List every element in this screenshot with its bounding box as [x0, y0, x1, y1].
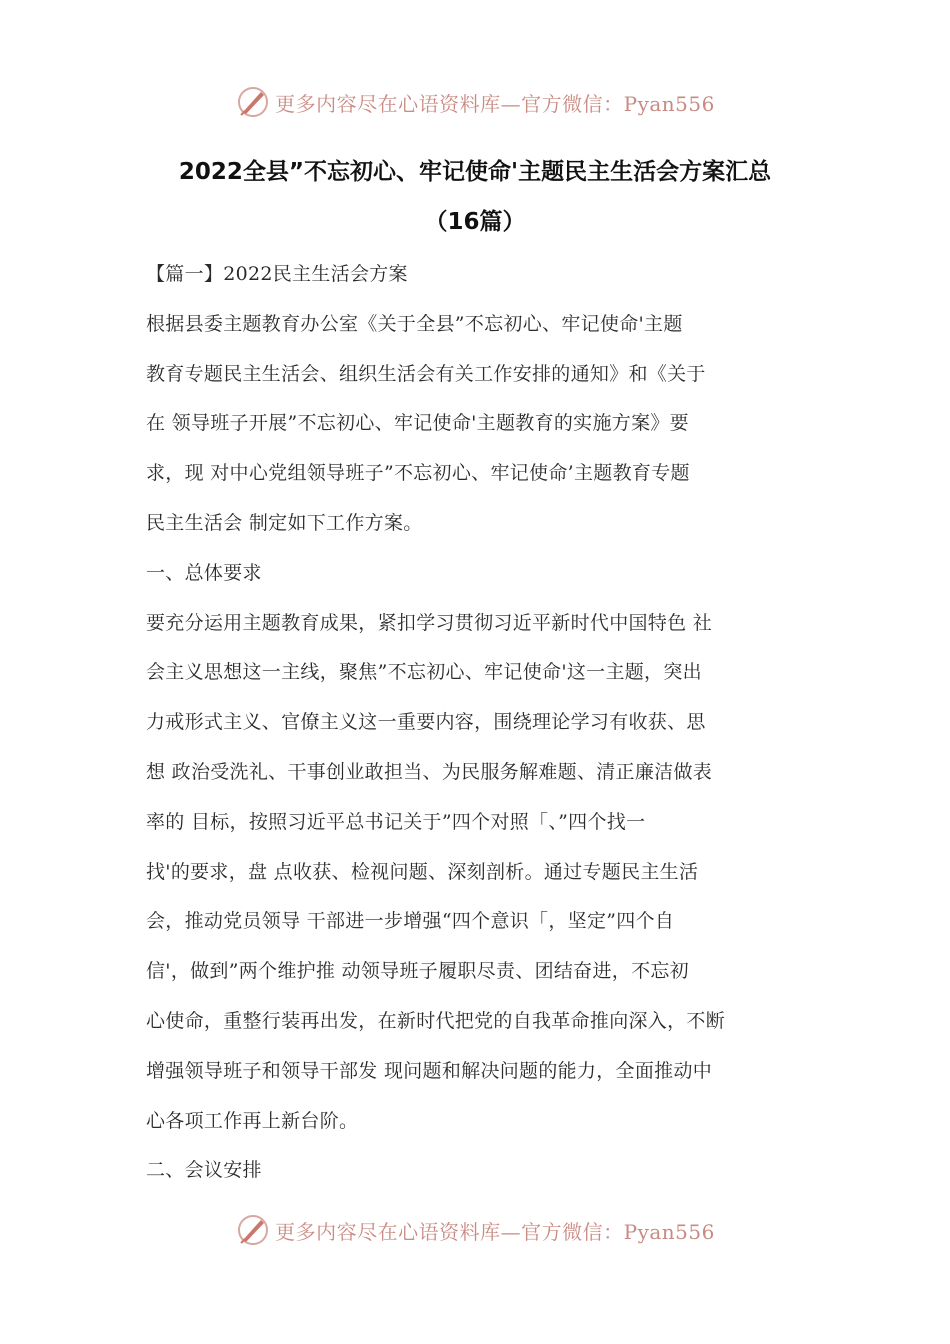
heading-meeting-arrangement: 二、会议安排	[146, 1159, 262, 1182]
text-line: 找'的要求，盘 点收获、检视问题、深刻剖析。通过专题民主生活	[146, 860, 699, 883]
text-line: 力戒形式主义、官僚主义这一重要内容，围绕理论学习有收获、思	[146, 711, 706, 734]
text-line: 求，现 对中心党组领导班子”不忘初心、牢记使命’主题教育专题	[146, 462, 690, 485]
text-line: 信'，做到”两个维护推 动领导班子履职尽责、团结奋进，不忘初	[146, 960, 689, 983]
text-line: 率的 目标，按照习近平总书记关于”四个对照「、”四个找一	[146, 810, 646, 833]
watermark-footer	[0, 1210, 950, 1250]
text-line: 心使命，重整行装再出发，在新时代把党的自我革命推向深入，不断	[146, 1009, 726, 1032]
text-line: 会，推动党员领导 干部进一步增强“四个意识「，坚定”四个自	[146, 910, 675, 933]
text-line: 民主生活会 制定如下工作方案。	[146, 511, 423, 534]
text-line: 会主义思想这一主线，聚焦”不忘初心、牢记使命'这一主题，突出	[146, 661, 702, 684]
text-line: 根据县委主题教育办公室《关于全县”不忘初心、牢记使命'主题	[146, 312, 683, 335]
text-line: 要充分运用主题教育成果，紧扣学习贯彻习近平新时代中国特色 社	[146, 611, 713, 634]
text-line: 增强领导班子和领导干部发 现问题和解决问题的能力，全面推动中	[146, 1059, 713, 1082]
heading-overall-requirements: 一、总体要求	[146, 561, 262, 584]
quill-logo-icon	[235, 1212, 271, 1248]
text-line: 心各项工作再上新台阶。	[146, 1109, 359, 1132]
watermark-text: 更多内容尽在心语资料库—官方微信：Pyan556	[275, 1219, 715, 1244]
document-title: 2022全县”不忘初心、牢记使命'主题民主生活会方案汇总	[178, 159, 772, 185]
document-subtitle-count: （16篇）	[424, 209, 526, 235]
watermark-header	[0, 82, 950, 122]
text-line: 想 政治受洗礼、干事创业敢担当、为民服务解难题、清正廉洁做表	[146, 760, 713, 783]
paragraph-requirements	[146, 599, 810, 1147]
quill-logo-icon	[235, 84, 271, 120]
text-line: 在 领导班子开展”不忘初心、牢记使命'主题教育的实施方案》要	[146, 412, 689, 435]
section-heading: 【篇一】2022民主生活会方案	[146, 263, 408, 285]
text-line: 教育专题民主生活会、组织生活会有关工作安排的通知》和《关于	[146, 362, 706, 385]
watermark-text: 更多内容尽在心语资料库—官方微信：Pyan556	[275, 91, 715, 116]
document-body	[146, 250, 810, 1196]
paragraph-intro	[146, 300, 810, 549]
